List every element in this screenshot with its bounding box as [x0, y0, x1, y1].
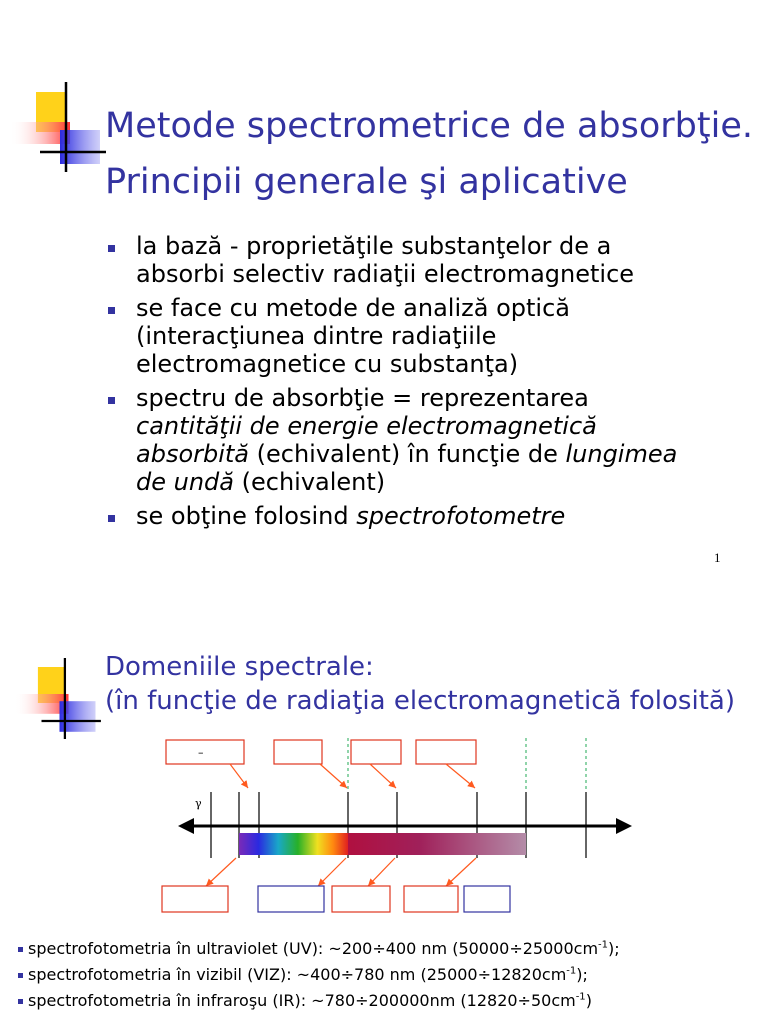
slide-2 [0, 620, 768, 1024]
pointer-arrow [318, 858, 346, 886]
title-line-1: Metode spectrometrice de absorbţie. [105, 106, 753, 146]
bullet-item: se obţine folosind spectrofotometre [108, 502, 748, 530]
pointer-arrow [320, 764, 347, 788]
corner-logo [0, 658, 110, 748]
slide-2-title [105, 650, 735, 718]
title-line-2: (în funcţie de radiaţia electromagnetică folosită) [105, 686, 735, 716]
slide-1-title [105, 98, 753, 210]
axis-arrow-left [178, 818, 194, 834]
range-item: spectrofotometria în infraroşu (IR): ~780÷200000nm $(12820\div 50cm^{-1})$ [18, 988, 758, 1014]
pointer-arrow [230, 764, 248, 788]
bottom-label-box [464, 886, 510, 912]
spectral-domains-diagram [150, 730, 650, 920]
title-line-2: Principii generale şi aplicative [105, 162, 628, 202]
corner-logo [0, 82, 110, 182]
bottom-label-box [332, 886, 390, 912]
range-item: spectrofotometria în vizibil (VIZ): ~400÷780 nm $(25000\div 12820cm^{-1})$; [18, 962, 758, 988]
bullet-item: se face cu metode de analiză optică (interacţiunea dintre radiaţiile electromagnetice cu substanţa) [108, 294, 748, 378]
bottom-label-box [404, 886, 458, 912]
range-item: spectrofotometria în ultraviolet (UV): ~200÷400 nm $(50000\div 25000cm^{-1})$; [18, 936, 758, 962]
title-line-1: Domeniile spectrale: [105, 652, 374, 682]
bottom-label-box [162, 886, 228, 912]
top-label-box [166, 740, 244, 764]
top-label-box [351, 740, 401, 764]
pointer-arrow [370, 764, 396, 788]
pointer-arrow [206, 858, 236, 886]
page-number: 1 [714, 550, 721, 565]
pointer-arrow [368, 858, 395, 886]
top-label-box [416, 740, 476, 764]
bullet-item: spectru de absorbţie = reprezentarea cantităţii de energie electromagnetică absorbită (echivalent) în funcţie de lungimea de undă (echivalent) [108, 384, 748, 496]
bottom-label-box [258, 886, 324, 912]
gamma-label: γ [195, 797, 202, 810]
pointer-arrow [446, 764, 475, 788]
bullet-list [108, 232, 748, 536]
pointer-arrow [446, 858, 476, 886]
spectral-ranges-list [18, 936, 758, 1014]
infrared-band [348, 833, 526, 855]
bullet-item: la bază - proprietăţile substanţelor de a absorbi selectiv radiaţii electromagnetice [108, 232, 748, 288]
top-label-box [274, 740, 322, 764]
top-label-box-text: – [198, 746, 204, 759]
visible-band [239, 833, 348, 855]
axis-arrow-right [616, 818, 632, 834]
